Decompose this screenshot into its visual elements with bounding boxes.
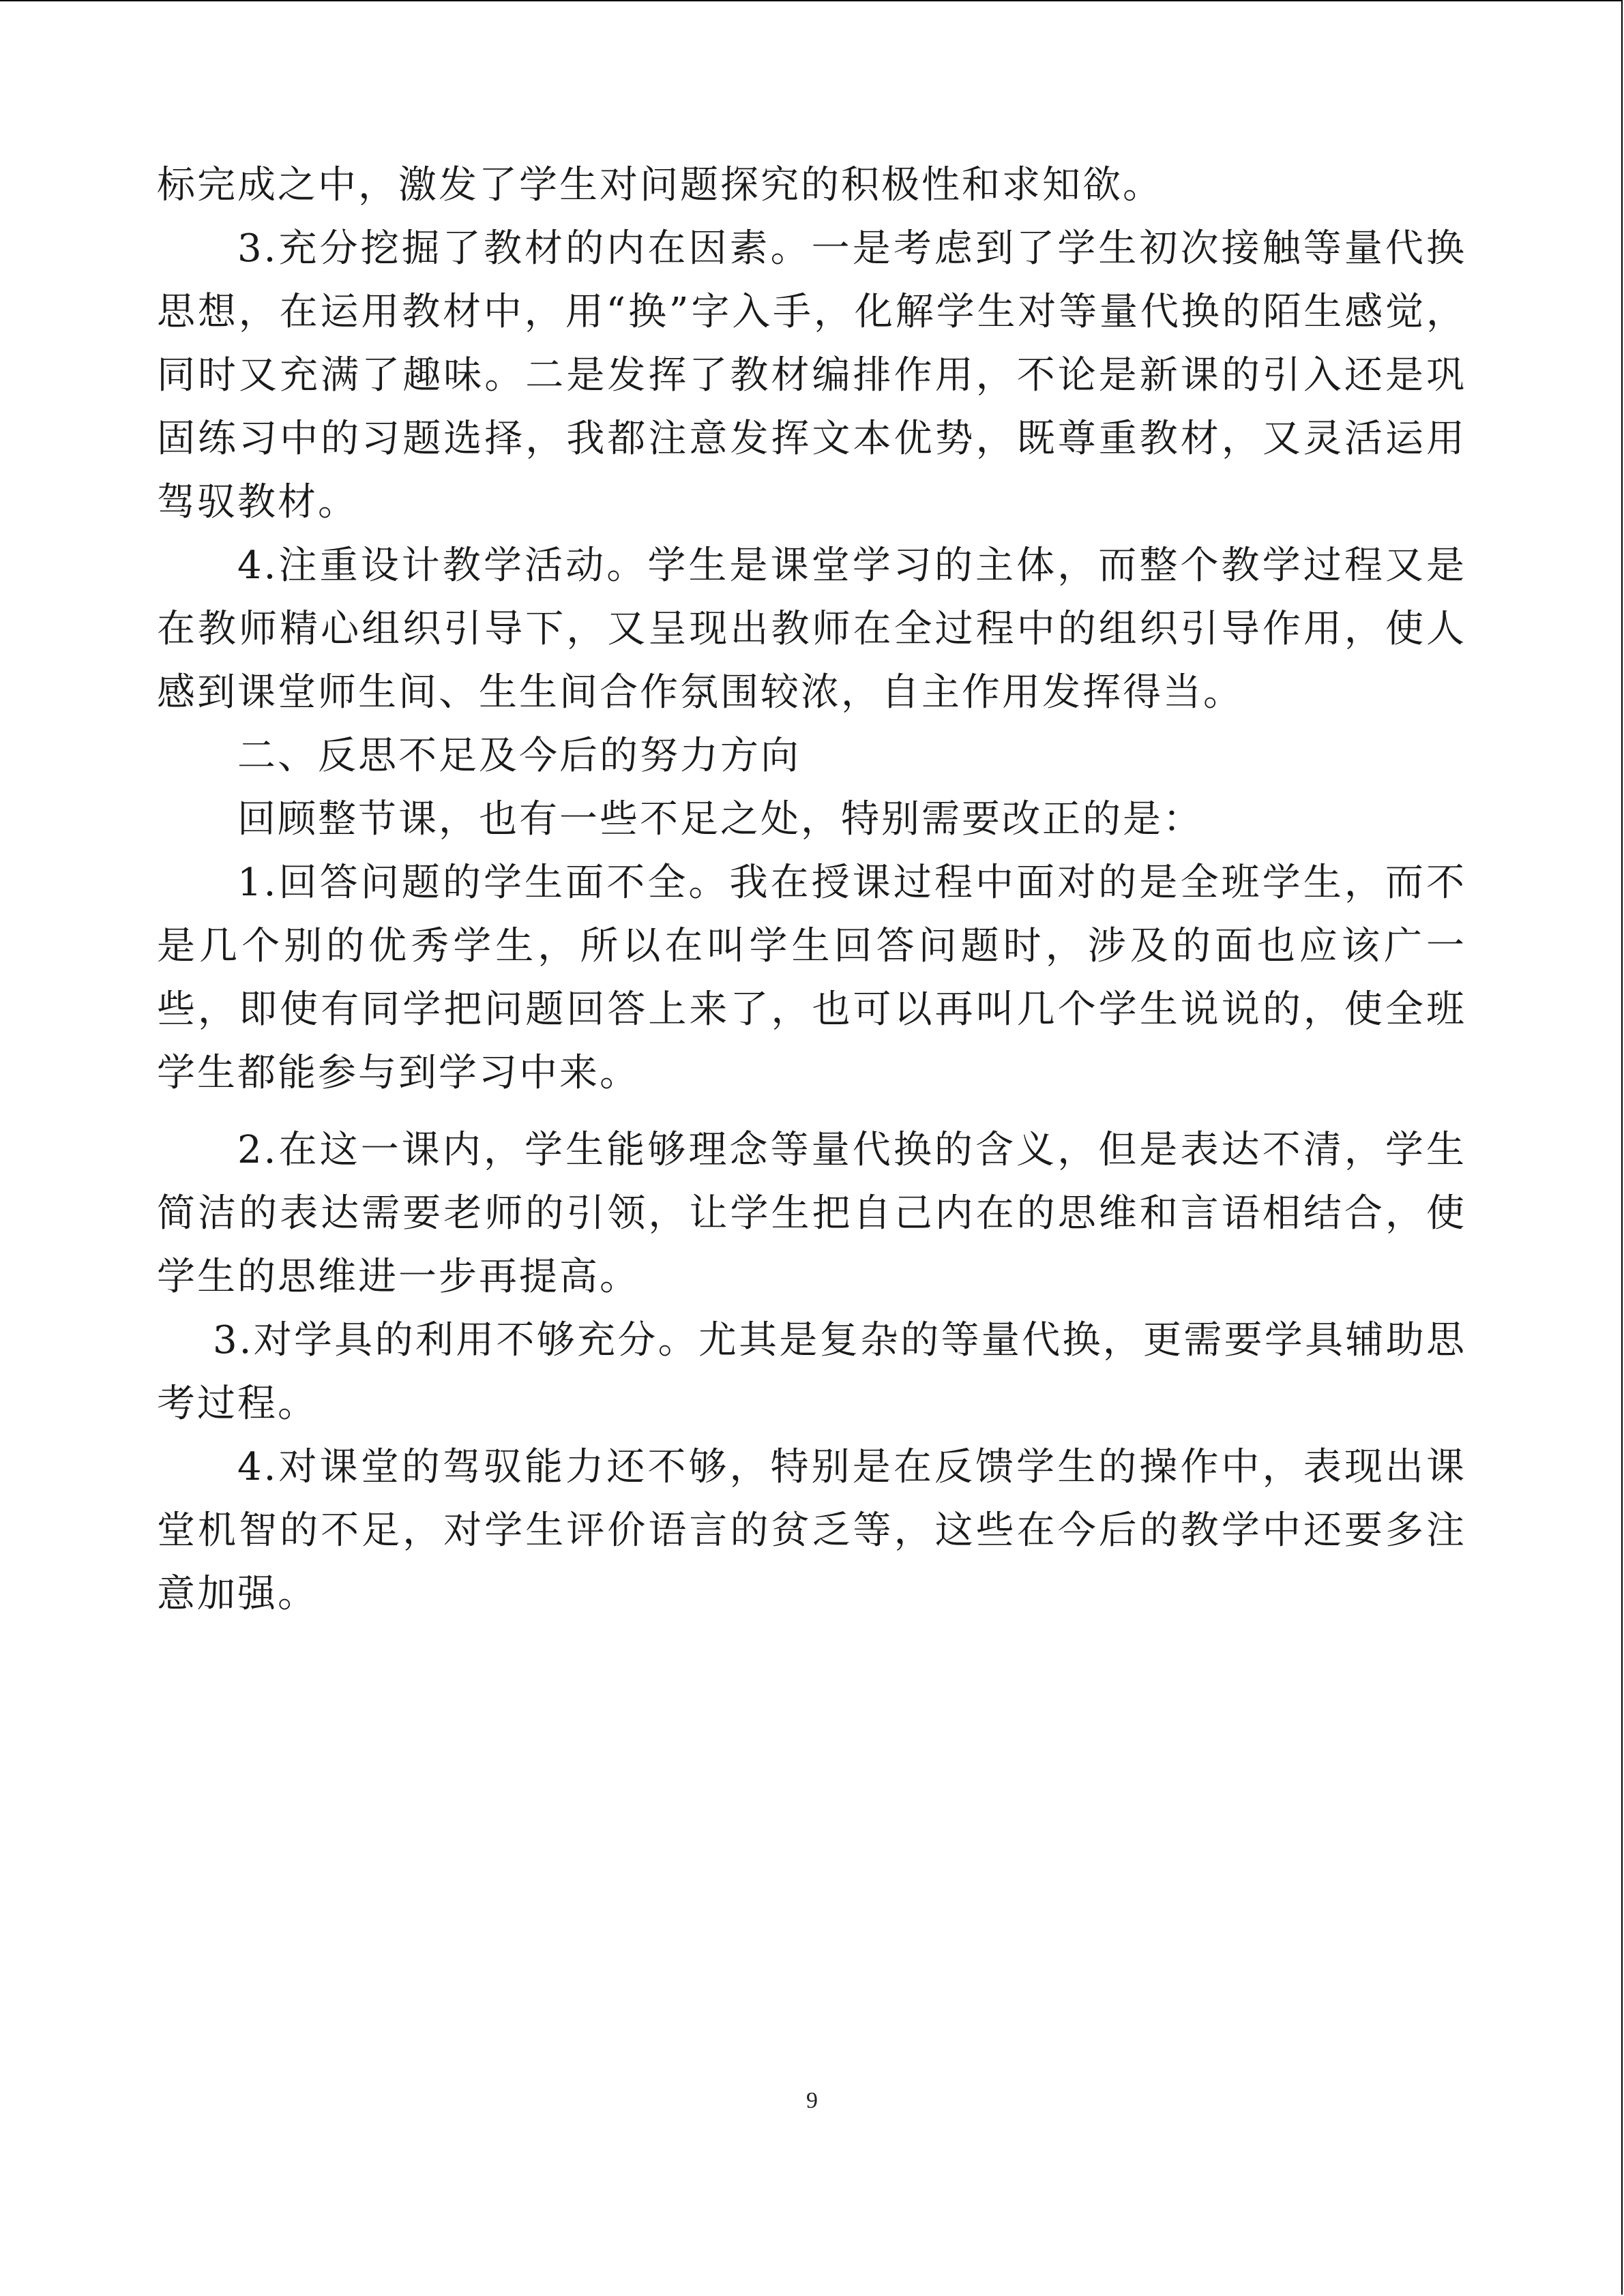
paragraph-point-4: 4.注重设计教学活动。学生是课堂学习的主体，而整个教学过程又是在教师精心组织引导下，又呈现出教师在全过程中的组织引导作用，使人感到课堂师生间、生生间合作氛围较浓，自主作用发挥得当。 (157, 543, 1466, 715)
document-body (157, 153, 1466, 1626)
paragraph-shortcoming-2: 2.在这一课内，学生能够理念等量代换的含义，但是表达不清，学生简洁的表达需要老师的引领，让学生把自己内在的思维和言语相结合，使学生的思维进一步再提高。 (157, 1128, 1466, 1299)
page-number: 9 (806, 2088, 818, 2113)
paragraph-shortcoming-1: 1.回答问题的学生面不全。我在授课过程中面对的是全班学生，而不是几个别的优秀学生，所以在叫学生回答问题时，涉及的面也应该广一些，即使有同学把问题回答上来了，也可以再叫几个学生说说的，使全班学生都能参与到学习中来。 (157, 861, 1466, 1095)
paragraph-review-intro: 回顾整节课，也有一些不足之处，特别需要改正的是： (237, 797, 1203, 841)
paragraph-shortcoming-4: 4.对课堂的驾驭能力还不够，特别是在反馈学生的操作中，表现出课堂机智的不足，对学生评价语言的贫乏等，这些在今后的教学中还要多注意加强。 (157, 1445, 1466, 1616)
paragraph-continuation: 标完成之中，激发了学生对问题探究的积极性和求知欲。 (157, 163, 1163, 207)
paragraph-shortcoming-3: 3.对学具的利用不够充分。尤其是复杂的等量代换，更需要学具辅助思考过程。 (157, 1318, 1466, 1426)
paragraph-point-3: 3.充分挖掘了教材的内在因素。一是考虑到了学生初次接触等量代换思想，在运用教材中，用“换”字入手，化解学生对等量代换的陌生感觉，同时又充满了趣味。二是发挥了教材编排作用，不论是新课的引入还是巩固练习中的习题选择，我都注意发挥文本优势，既尊重教材，又灵活运用驾驭教材。 (157, 226, 1466, 524)
section-heading-reflection: 二、反思不足及今后的努力方向 (237, 734, 801, 778)
